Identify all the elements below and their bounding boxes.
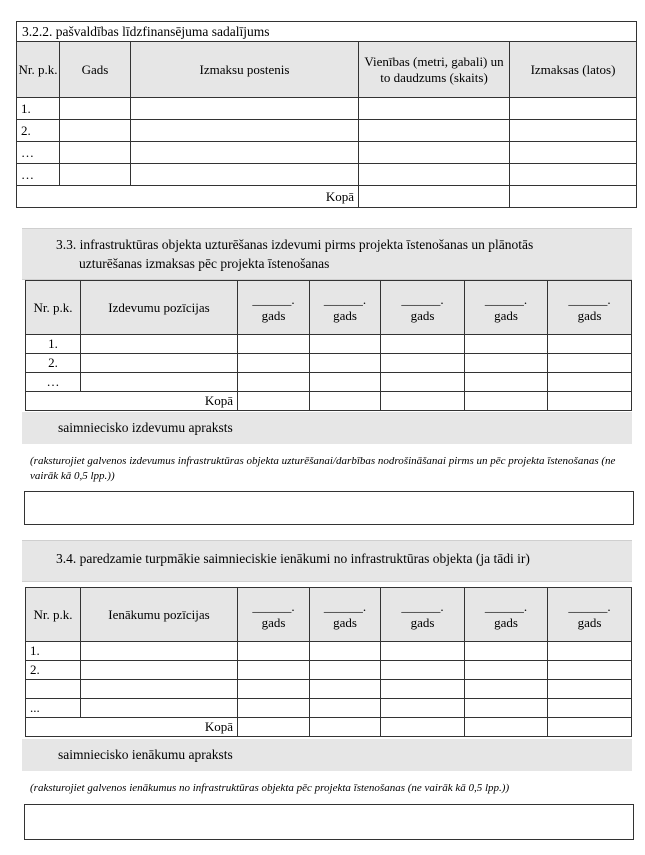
input-cell[interactable]	[381, 680, 465, 699]
maintenance-heading	[22, 228, 632, 280]
row-number: 2.	[26, 661, 81, 680]
table-row	[17, 98, 637, 120]
input-cell[interactable]	[238, 661, 310, 680]
col-year-header	[238, 588, 310, 642]
maintenance-heading-line1: 3.3. infrastruktūras objekta uzturēšanas izdevumi pirms projekta īstenošanas un plānotās	[56, 237, 534, 252]
input-cell[interactable]	[81, 699, 238, 718]
year-blank: ______.	[484, 598, 528, 614]
input-cell[interactable]	[381, 373, 465, 392]
cofinancing-table	[16, 21, 637, 208]
input-cell[interactable]	[548, 642, 632, 661]
col-nr-header: Nr. p.k.	[26, 588, 81, 642]
input-cell[interactable]	[60, 164, 131, 186]
table-row	[26, 335, 632, 354]
row-number: …	[17, 164, 60, 186]
table-row	[26, 354, 632, 373]
input-cell[interactable]	[465, 661, 548, 680]
input-cell[interactable]	[131, 120, 359, 142]
input-cell[interactable]	[465, 642, 548, 661]
total-label: Kopā	[26, 392, 238, 411]
input-cell[interactable]	[310, 373, 381, 392]
input-cell[interactable]	[310, 661, 381, 680]
income-table	[25, 587, 632, 737]
income-hint: (raksturojiet galvenos ienākumus no infrastruktūras objekta pēc projekta īstenošanas (ne vairāk kā 0,5 lpp.))	[30, 782, 510, 794]
col-nr-header: Nr. p.k.	[17, 42, 60, 98]
input-cell[interactable]	[238, 373, 310, 392]
input-cell[interactable]	[548, 335, 632, 354]
year-blank: ______.	[401, 598, 444, 614]
income-description-field[interactable]	[24, 804, 634, 840]
input-cell[interactable]	[131, 164, 359, 186]
col-year-header	[465, 588, 548, 642]
row-number: …	[26, 373, 81, 392]
input-cell[interactable]	[81, 335, 238, 354]
input-cell[interactable]	[465, 373, 548, 392]
expenses-description-text: saimniecisko izdevumu apraksts	[58, 420, 233, 435]
col-pozicijas-header: Izdevumu pozīcijas	[81, 281, 238, 335]
row-number	[26, 680, 81, 699]
total-row	[17, 186, 637, 208]
input-cell[interactable]	[510, 98, 637, 120]
input-cell[interactable]	[548, 354, 632, 373]
row-number: 2.	[17, 120, 60, 142]
input-cell[interactable]	[310, 354, 381, 373]
input-cell[interactable]	[381, 392, 465, 411]
col-pozicijas-header: Ienākumu pozīcijas	[81, 588, 238, 642]
input-cell[interactable]	[359, 186, 510, 208]
input-cell[interactable]	[131, 98, 359, 120]
year-word: gads	[577, 307, 602, 323]
input-cell[interactable]	[510, 186, 637, 208]
year-word: gads	[410, 614, 435, 630]
row-number: 2.	[26, 354, 81, 373]
table-row	[26, 699, 632, 718]
col-postenis-header: Izmaksu postenis	[131, 42, 359, 98]
input-cell[interactable]	[81, 680, 238, 699]
input-cell[interactable]	[238, 680, 310, 699]
input-cell[interactable]	[238, 642, 310, 661]
input-cell[interactable]	[81, 373, 238, 392]
input-cell[interactable]	[465, 680, 548, 699]
maintenance-heading-line2: uzturēšanas izmaksas pēc projekta īstenošanas	[79, 256, 330, 271]
input-cell[interactable]	[510, 120, 637, 142]
total-row	[26, 718, 632, 737]
input-cell[interactable]	[548, 680, 632, 699]
year-word: gads	[261, 307, 286, 323]
maintenance-table	[25, 280, 632, 411]
col-year-header	[381, 281, 465, 335]
table-row	[17, 164, 637, 186]
input-cell[interactable]	[310, 392, 381, 411]
input-cell[interactable]	[381, 718, 465, 737]
input-cell[interactable]	[60, 142, 131, 164]
year-word: gads	[333, 307, 357, 323]
input-cell[interactable]	[381, 335, 465, 354]
year-blank: ______.	[568, 598, 611, 614]
total-row	[26, 392, 632, 411]
col-year-header	[548, 281, 632, 335]
input-cell[interactable]	[310, 335, 381, 354]
col-year-header	[238, 281, 310, 335]
input-cell[interactable]	[238, 392, 310, 411]
col-gads-header: Gads	[60, 42, 131, 98]
year-word: gads	[494, 614, 518, 630]
year-blank: ______.	[252, 598, 295, 614]
input-cell[interactable]	[548, 699, 632, 718]
income-heading-text: 3.4. paredzamie turpmākie saimnieciskie ienākumi no infrastruktūras objekta (ja tādi ir)	[56, 551, 530, 566]
table-row	[17, 142, 637, 164]
input-cell[interactable]	[238, 718, 310, 737]
row-number: ...	[26, 699, 81, 718]
row-number: …	[17, 142, 60, 164]
income-description-text: saimniecisko ienākumu apraksts	[58, 747, 233, 762]
year-blank: ______.	[484, 291, 528, 307]
input-cell[interactable]	[238, 699, 310, 718]
input-cell[interactable]	[465, 718, 548, 737]
table-row	[26, 680, 632, 699]
input-cell[interactable]	[548, 718, 632, 737]
input-cell[interactable]	[81, 354, 238, 373]
input-cell[interactable]	[381, 642, 465, 661]
input-cell[interactable]	[359, 164, 510, 186]
col-izmaksas-header: Izmaksas (latos)	[510, 42, 637, 98]
year-blank: ______.	[252, 291, 295, 307]
input-cell[interactable]	[465, 699, 548, 718]
col-year-header	[548, 588, 632, 642]
cofinancing-title: 3.2.2. pašvaldības līdzfinansējuma sadalījums	[17, 22, 637, 42]
col-nr-header: Nr. p.k.	[26, 281, 81, 335]
input-cell[interactable]	[465, 392, 548, 411]
input-cell[interactable]	[60, 98, 131, 120]
expenses-hint: (raksturojiet galvenos izdevumus infrastruktūras objekta uzturēšanai/darbības nodrošināšanai pirms un pēc projekta īstenošanas (ne vairāk kā 0,5 lpp.))	[30, 455, 616, 482]
input-cell[interactable]	[510, 142, 637, 164]
input-cell[interactable]	[465, 335, 548, 354]
table-row	[26, 373, 632, 392]
year-word: gads	[261, 614, 286, 630]
row-number: 1.	[26, 335, 81, 354]
row-number: 1.	[17, 98, 60, 120]
income-description-label	[22, 739, 632, 771]
year-blank: ______.	[568, 291, 611, 307]
input-cell[interactable]	[381, 661, 465, 680]
year-word: gads	[410, 307, 435, 323]
input-cell[interactable]	[310, 642, 381, 661]
year-blank: ______.	[323, 291, 367, 307]
input-cell[interactable]	[548, 661, 632, 680]
input-cell[interactable]	[60, 120, 131, 142]
col-vienibas-header: Vienības (metri, gabali) un to daudzums (skaits)	[359, 42, 510, 98]
input-cell[interactable]	[81, 642, 238, 661]
input-cell[interactable]	[381, 699, 465, 718]
input-cell[interactable]	[465, 354, 548, 373]
total-label: Kopā	[26, 718, 238, 737]
input-cell[interactable]	[548, 392, 632, 411]
col-year-header	[381, 588, 465, 642]
table-row	[17, 120, 637, 142]
table-row	[26, 642, 632, 661]
table-row	[26, 661, 632, 680]
input-cell[interactable]	[381, 354, 465, 373]
input-cell[interactable]	[359, 98, 510, 120]
year-word: gads	[494, 307, 518, 323]
input-cell[interactable]	[131, 142, 359, 164]
col-year-header	[310, 281, 381, 335]
total-label: Kopā	[17, 186, 359, 208]
year-blank: ______.	[323, 598, 367, 614]
input-cell[interactable]	[238, 354, 310, 373]
income-heading	[22, 540, 632, 582]
input-cell[interactable]	[359, 120, 510, 142]
row-number: 1.	[26, 642, 81, 661]
input-cell[interactable]	[359, 142, 510, 164]
input-cell[interactable]	[548, 373, 632, 392]
input-cell[interactable]	[510, 164, 637, 186]
input-cell[interactable]	[310, 718, 381, 737]
col-year-header	[465, 281, 548, 335]
col-year-header	[310, 588, 381, 642]
input-cell[interactable]	[310, 680, 381, 699]
input-cell[interactable]	[238, 335, 310, 354]
expenses-description-label	[22, 412, 632, 444]
expenses-description-field[interactable]	[24, 491, 634, 525]
year-word: gads	[333, 614, 357, 630]
input-cell[interactable]	[81, 661, 238, 680]
input-cell[interactable]	[310, 699, 381, 718]
year-blank: ______.	[401, 291, 444, 307]
year-word: gads	[577, 614, 602, 630]
